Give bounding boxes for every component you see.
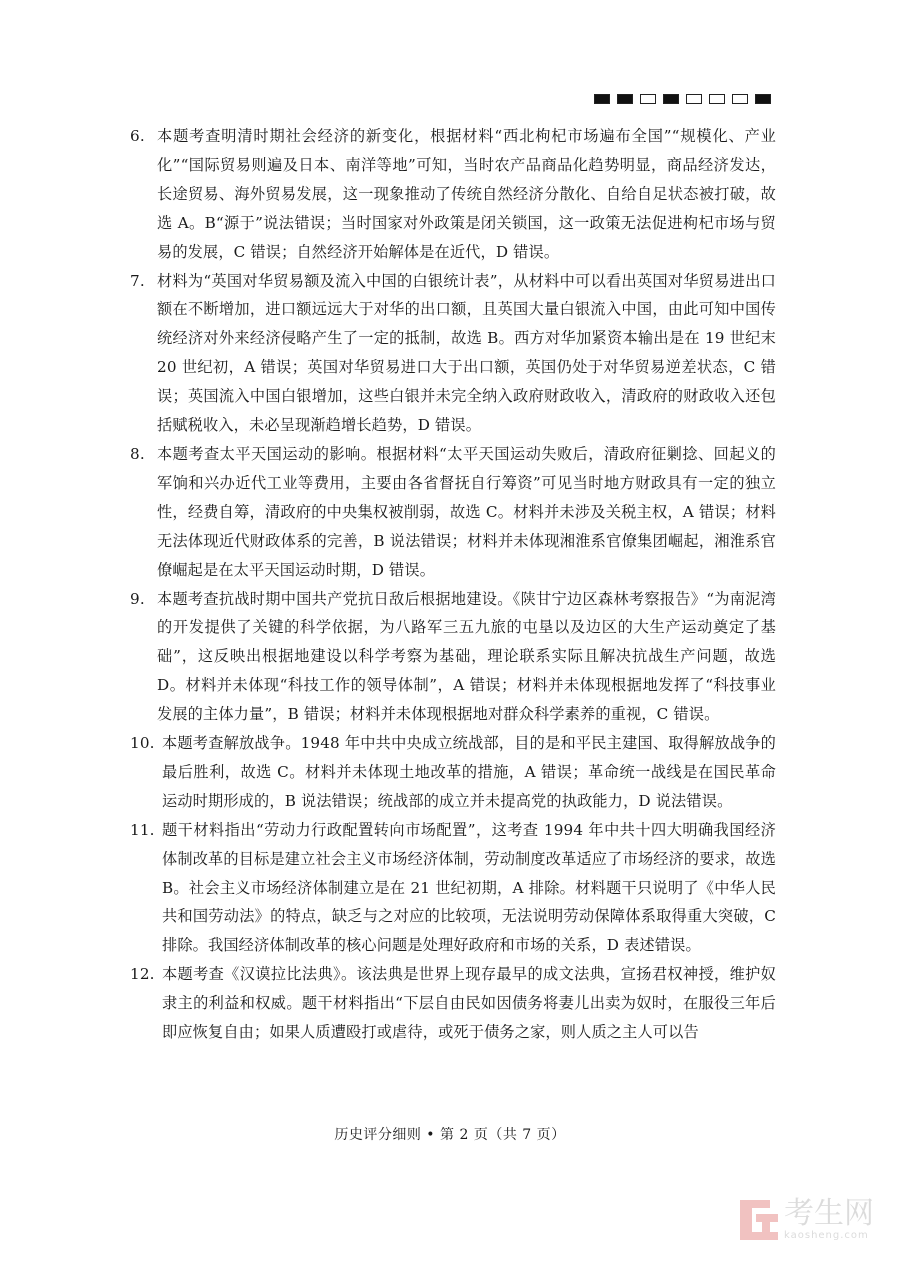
page-marker-square xyxy=(732,94,748,104)
item-number: 7. xyxy=(130,271,145,290)
item-text: 题干材料指出“劳动力行政配置转向市场配置”，这考查 1994 年中共十四大明确我国经济体制改革的目标是建立社会主义市场经济体制，劳动制度改革适应了市场经济的要求，故选 B。社会主义市场经济体制建立是在 21 世纪初期，A 排除。材料题干只说明了《中华人民共和国劳动法》的特点，缺乏与之对应的比较项，无法说明劳动保障体系取得重大突破，C 排除。我国经济体制改革的核心问题是处理好政府和市场的关系，D 表述错误。 xyxy=(162,820,776,955)
page-marker-square xyxy=(594,94,610,104)
watermark-logo-icon xyxy=(740,1200,778,1240)
answer-item xyxy=(130,816,776,961)
item-number: 8. xyxy=(130,444,145,463)
item-text: 本题考查《汉谟拉比法典》。该法典是世界上现存最早的成文法典，宣扬君权神授，维护奴隶主的利益和权威。题干材料指出“下层自由民如因债务将妻儿出卖为奴时，在服役三年后即应恢复自由；如果人质遭殴打或虐待，或死于债务之家，则人质之主人可以告 xyxy=(162,965,776,1042)
page-marker-square xyxy=(686,94,702,104)
item-text: 本题考查解放战争。1948 年中共中央成立统战部，目的是和平民主建国、取得解放战争的最后胜利，故选 C。材料并未体现土地改革的措施，A 错误；革命统一战线是在国民革命运动时期形成的，B 说法错误；统战部的成立并未提高党的执政能力，D 说法错误。 xyxy=(162,734,776,810)
item-number: 12. xyxy=(130,965,155,984)
answer-item xyxy=(130,960,776,1047)
page-marker-squares xyxy=(594,94,771,104)
item-text: 本题考查明清时期社会经济的新变化，根据材料“西北枸杞市场遍布全国”“规模化、产业化”“国际贸易则遍及日本、南洋等地”可知，当时农产品商品化趋势明显，商品经济发达，长途贸易、海外贸易发展，这一现象推动了传统自然经济分散化、自给自足状态被打破，故选 A。B“源于”说法错误；当时国家对外政策是闭关锁国，这一政策无法促进枸杞市场与贸易的发展，C 错误；自然经济开始解体是在近代，D 错误。 xyxy=(157,127,776,261)
item-text: 材料为“英国对华贸易额及流入中国的白银统计表”，从材料中可以看出英国对华贸易进出口额在不断增加，进口额远远大于对华的出口额，且英国大量白银流入中国，由此可知中国传统经济对外来经济侵略产生了一定的抵制，故选 B。西方对华加紧资本输出是在 19 世纪末 20 世纪初，A 错误；英国对华贸易进口大于出口额，英国仍处于对华贸易逆差状态，C 错误；英国流入中国白银增加，这些白银并未完全纳入政府财政收入，清政府的财政收入还包括赋税收入，未必呈现渐趋增长趋势，D 错误。 xyxy=(157,271,776,435)
page-marker-square xyxy=(640,94,656,104)
item-number: 11. xyxy=(130,820,155,839)
answer-explanations xyxy=(130,122,776,1047)
watermark xyxy=(740,1198,874,1241)
page-marker-square xyxy=(663,94,679,104)
page-marker-square xyxy=(755,94,771,104)
item-text: 本题考查太平天国运动的影响。根据材料“太平天国运动失败后，清政府征剿捻、回起义的军饷和兴办近代工业等费用，主要由各省督抚自行筹资”可见当时地方财政具有一定的独立性，经费自筹，清政府的中央集权被削弱，故选 C。材料并未涉及关税主权，A 错误；材料无法体现近代财政体系的完善，B 说法错误；材料并未体现湘淮系官僚集团崛起，湘淮系官僚崛起是在太平天国运动时期，D 错误。 xyxy=(157,444,776,579)
answer-item xyxy=(130,729,776,816)
answer-item xyxy=(130,585,776,730)
item-number: 9. xyxy=(130,589,145,608)
answer-item xyxy=(130,122,776,267)
page-footer: 历史评分细则 • 第 2 页（共 7 页） xyxy=(334,1127,566,1143)
watermark-url: kaosheng.com xyxy=(784,1230,869,1241)
answer-item xyxy=(130,440,776,585)
answer-item xyxy=(130,267,776,440)
page-marker-square xyxy=(617,94,633,104)
item-number: 6. xyxy=(130,127,145,145)
item-number: 10. xyxy=(130,734,155,753)
item-text: 本题考查抗战时期中国共产党抗日敌后根据地建设。《陕甘宁边区森林考察报告》“为南泥湾的开发提供了关键的科学依据，为八路军三五九旅的屯垦以及边区的大生产运动奠定了基础”，这反映出根据地建设以科学考察为基础，理论联系实际且解决抗战生产问题，故选 D。材料并未体现“科技工作的领导体制”，A 错误；材料并未体现根据地发挥了“科技事业发展的主体力量”，B 错误；材料并未体现根据地对群众科学素养的重视，C 错误。 xyxy=(157,589,776,724)
page-marker-square xyxy=(709,94,725,104)
watermark-name: 考生网 xyxy=(784,1196,874,1231)
